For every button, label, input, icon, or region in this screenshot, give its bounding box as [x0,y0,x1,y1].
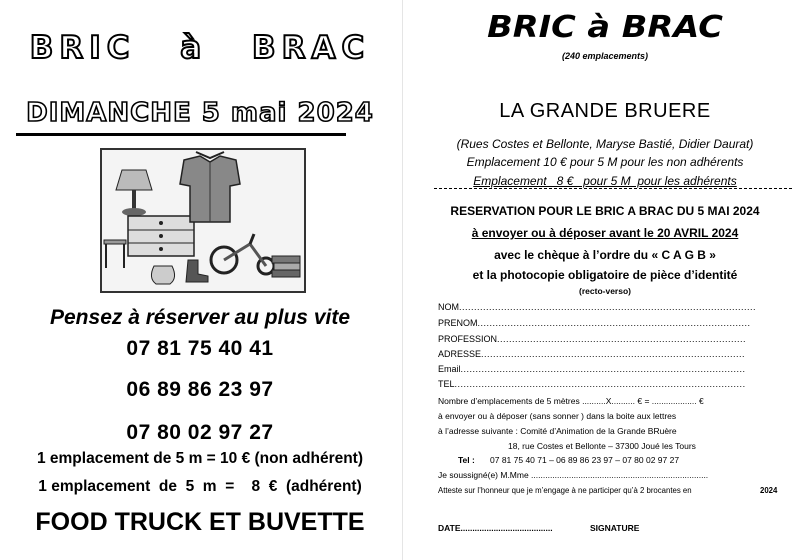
price-non-member-line: Emplacement 10 € pour 5 M pour les non adhérents [466,155,744,169]
field-dots: ........................................................................................ [481,349,746,359]
form-title: BRIC à BRAC [487,10,723,45]
deadline-line: à envoyer ou à déposer avant le 20 AVRIL 2024 [471,226,739,240]
field-email[interactable] [438,364,778,374]
field-label: ADRESSE [438,349,482,359]
address-line: à l’adresse suivante : Comité d’Animation de la Grande BRuère [438,426,677,436]
field-label: NOM [438,302,459,312]
field-label: Email [438,364,461,374]
panel-divider [402,0,403,560]
field-label: TEL [438,379,455,389]
photocopy-line: et la photocopie obligatoire de pièce d’identité [472,268,738,282]
event-date: DIMANCHE 5 mai 2024 [26,98,374,128]
field-prenom[interactable] [438,318,778,328]
flyer-title: BRIC à BRAC [29,30,371,66]
reservation-title: RESERVATION POUR LE BRIC A BRAC DU 5 MAI 2024 [450,204,760,218]
food-truck-notice: FOOD TRUCK ET BUVETTE [35,508,365,536]
tel-label: Tel : [458,455,475,465]
reserve-notice: Pensez à réserver au plus vite [50,306,350,329]
field-dots: ............................................................................................... [460,364,746,374]
price-member: 1 emplacement de 5 m = 8 € (adhérent) [38,478,362,495]
signer-line[interactable]: Je soussigné(e) M.Mme ........................................................................... [438,470,709,480]
attest-line: Atteste sur l’honneur que je m’engage à ne participer qu’à 2 brocantes en [438,486,692,495]
field-adresse[interactable] [438,349,778,359]
field-dots: ................................................................................................... [459,302,757,312]
location-name: LA GRANDE BRUERE [499,100,711,122]
phone-number-3: 07 80 02 97 27 [126,421,274,444]
form-subtitle: (240 emplacements) [561,51,649,61]
price-member-line: Emplacement 8 € pour 5 M pour les adhérents [473,174,737,188]
reservation-form [410,0,800,560]
send-instructions: à envoyer ou à déposer (sans sonner ) dans la boite aux lettres [438,411,677,421]
date-field[interactable]: DATE....................................... [438,523,553,533]
recto-verso-note: (recto-verso) [579,286,631,296]
field-label: PROFESSION [438,334,498,344]
signature-label: SIGNATURE [590,523,640,533]
places-count-line[interactable]: Nombre d’emplacements de 5 mètres ..........X.......... € = ................... € [438,396,704,406]
price-non-member: 1 emplacement de 5 m = 10 € (non adhérent) [36,450,364,467]
field-tel[interactable] [438,379,778,389]
date-underline [16,133,346,136]
field-dots: ................................................................................................. [454,379,746,389]
field-nom[interactable] [438,302,778,312]
phone-number-2: 06 89 86 23 97 [126,378,274,401]
dashed-separator [434,188,792,189]
flea-market-illustration [100,148,306,293]
cheque-line: avec le chèque à l’ordre du « C A G B » [494,248,716,262]
attest-year: 2024 [760,486,778,495]
field-dots: ................................................................................... [497,334,747,344]
field-dots: ........................................................................................... [477,318,751,328]
field-label: PRENOM [438,318,478,328]
streets-list: (Rues Costes et Bellonte, Maryse Bastié, Didier Daurat) [456,137,754,151]
address-street: 18, rue Costes et Bellonte – 37300 Joué les Tours [508,441,696,451]
field-profession[interactable] [438,334,778,344]
tel-numbers: 07 81 75 40 71 – 06 89 86 23 97 – 07 80 02 97 27 [490,455,680,465]
phone-number-1: 07 81 75 40 41 [126,337,274,360]
